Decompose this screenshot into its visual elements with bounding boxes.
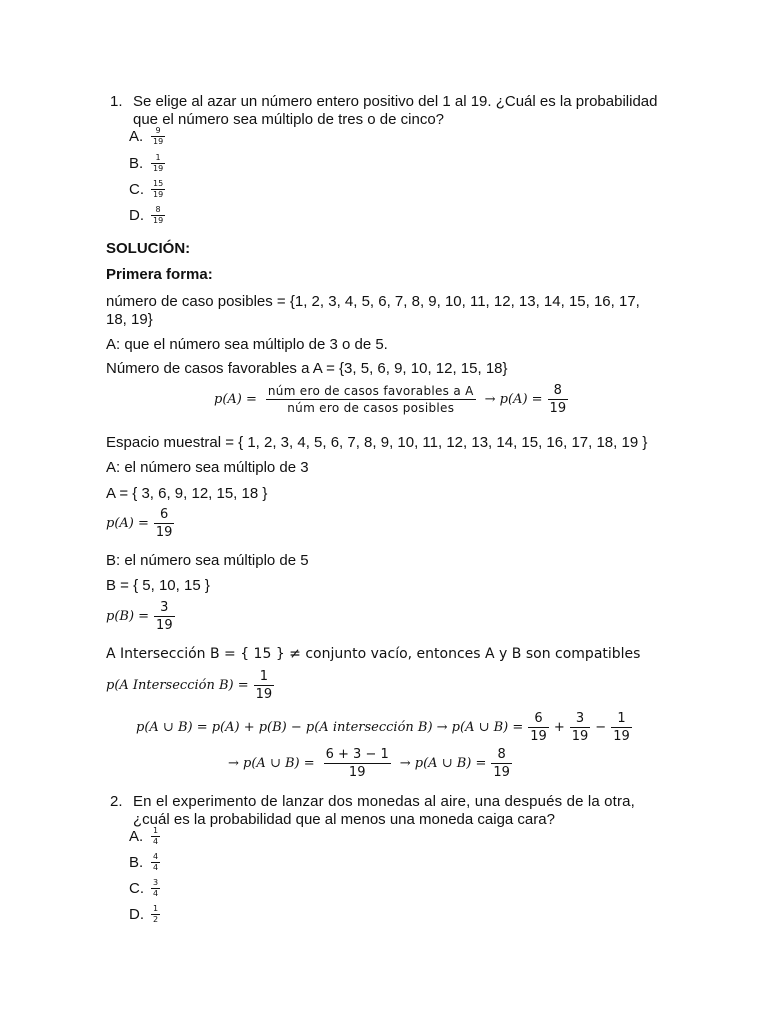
formula-arrow: → p(A) = <box>484 392 543 407</box>
option-label: B. <box>129 854 144 871</box>
union2-lhs: → p(A ∪ B) = <box>228 756 315 771</box>
q1-option-d <box>129 206 165 225</box>
pint-lhs: p(A Intersección B) = <box>106 678 249 693</box>
q2-option-a <box>129 827 160 846</box>
option-label: C. <box>129 181 144 198</box>
union1-fraction-2: 3 19 <box>571 711 589 744</box>
union-equation-1 <box>136 712 632 743</box>
option-label: D. <box>129 906 144 923</box>
option-label: D. <box>129 207 144 224</box>
q1-option-b <box>129 154 165 173</box>
q2-option-c <box>129 879 160 898</box>
option-label: B. <box>129 155 144 172</box>
option-label: A. <box>129 128 144 145</box>
possible-cases-line2: 18, 19} <box>106 311 153 328</box>
pa-lhs: p(A) = <box>106 516 149 531</box>
q1-text-line1: Se elige al azar un número entero positivo del 1 al 19. ¿Cuál es la probabilidad <box>133 93 658 110</box>
probability-a <box>106 508 174 539</box>
set-b: B = { 5, 10, 15 } <box>106 577 210 594</box>
option-fraction: $\frac{4}{4}$ <box>153 852 159 872</box>
favorable-cases: Número de casos favorables a A = {3, 5, 6, 9, 10, 12, 15, 18} <box>106 360 508 377</box>
pint-fraction: 1 19 <box>255 669 273 702</box>
sample-space: Espacio muestral = { 1, 2, 3, 4, 5, 6, 7, 8, 9, 10, 11, 12, 13, 14, 15, 16, 17, 18, 19 } <box>106 434 648 451</box>
set-a-definition: A: el número sea múltiplo de 3 <box>106 459 309 476</box>
option-fraction: $\frac{9}{19}$ <box>153 126 164 146</box>
intersection-statement: A Intersección B = { 15 } ≠ conjunto vacío, entonces A y B son compatibles <box>106 646 641 662</box>
q1-option-a <box>129 127 165 146</box>
formula-result-fraction: 8 19 <box>549 383 567 416</box>
solution-heading: SOLUCIÓN: <box>106 240 191 257</box>
q1-option-c <box>129 180 165 199</box>
option-fraction: $\frac{1}{19}$ <box>153 153 164 173</box>
q2-number: 2. <box>110 793 123 810</box>
plus-sign: + <box>553 720 565 735</box>
option-fraction: $\frac{1}{2}$ <box>153 904 159 924</box>
probability-formula <box>214 384 568 415</box>
union2-fraction: 6 + 3 − 1 19 <box>325 747 389 780</box>
q2-option-d <box>129 905 160 924</box>
option-fraction: $\frac{3}{4}$ <box>153 878 159 898</box>
option-label: A. <box>129 828 144 845</box>
possible-cases-line1: número de caso posibles = {1, 2, 3, 4, 5, 6, 7, 8, 9, 10, 11, 12, 13, 14, 15, 16, 17, <box>106 293 640 310</box>
union1-fraction-3: 1 19 <box>613 711 630 744</box>
option-label: C. <box>129 880 144 897</box>
pa-fraction: 6 19 <box>155 507 173 540</box>
union-equation-2 <box>228 748 512 779</box>
union1-fraction-1: 6 19 <box>530 711 547 744</box>
pb-fraction: 3 19 <box>156 600 173 633</box>
q2-option-b <box>129 853 160 872</box>
probability-b <box>106 601 175 632</box>
q2-text-line2: ¿cuál es la probabilidad que al menos una moneda caiga cara? <box>133 811 555 828</box>
formula-fraction: núm ero de casos favorables a A núm ero de casos posibles <box>267 384 474 415</box>
q2-text-line1: En el experimento de lanzar dos monedas al aire, una después de la otra, <box>133 793 635 810</box>
probability-intersection <box>106 670 274 701</box>
union1-lhs: p(A ∪ B) = p(A) + p(B) − p(A intersección B) → p(A ∪ B) = <box>136 720 524 735</box>
option-fraction: $\frac{15}{19}$ <box>153 179 164 199</box>
pb-lhs: p(B) = <box>106 609 150 624</box>
union2-result-fraction: 8 19 <box>493 747 510 780</box>
set-a: A = { 3, 6, 9, 12, 15, 18 } <box>106 485 268 502</box>
event-a-definition: A: que el número sea múltiplo de 3 o de 5. <box>106 336 388 353</box>
minus-sign: − <box>595 720 607 735</box>
q1-number: 1. <box>110 93 123 110</box>
q1-text-line2: que el número sea múltiplo de tres o de cinco? <box>133 111 445 128</box>
option-fraction: $\frac{8}{19}$ <box>153 205 164 225</box>
formula-lhs: p(A) = <box>214 392 257 407</box>
option-fraction: $\frac{1}{4}$ <box>153 826 159 846</box>
union2-mid: → p(A ∪ B) = <box>399 756 487 771</box>
set-b-definition: B: el número sea múltiplo de 5 <box>106 552 309 569</box>
first-way-heading: Primera forma: <box>106 266 213 283</box>
